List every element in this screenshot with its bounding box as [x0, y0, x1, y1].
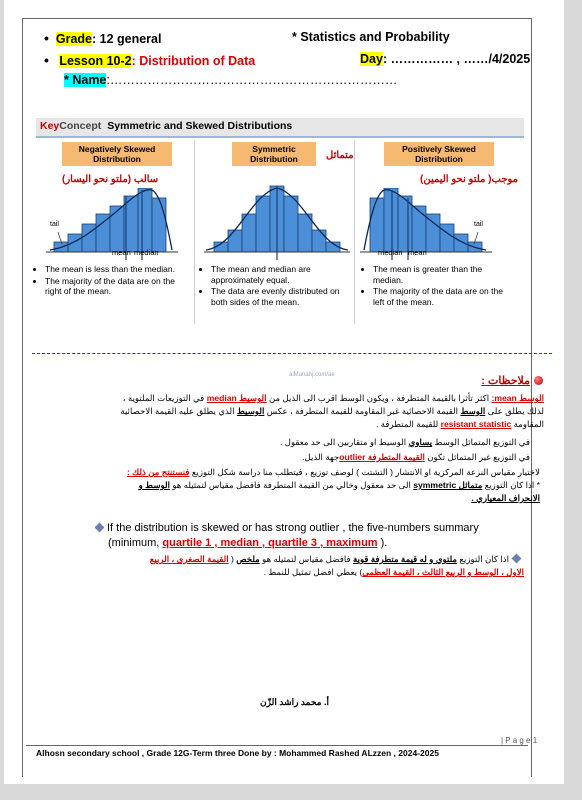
note-paragraph-5 [84, 553, 524, 579]
notes-title: ملاحظات : [481, 375, 530, 387]
note-item: • The majority of the data are on the left of the mean. [373, 286, 504, 307]
text-span: المقاومة [511, 419, 544, 429]
lesson-line: • Lesson 10-2: Distribution of Data [44, 52, 256, 68]
diamond-bullet-icon [95, 523, 105, 533]
column-divider [194, 140, 195, 324]
grade-line: • Grade: 12 general [44, 30, 162, 46]
note-item: • The mean is less than the median. [45, 264, 176, 275]
lesson-title: : Distribution of Data [131, 54, 256, 68]
tail-label: tail [50, 221, 59, 228]
author-signature: أ. محمد راشد الزّن [260, 697, 329, 707]
grade-value: : 12 general [92, 32, 162, 46]
text-span: ) يعطي افضل تمثيل للنمط . [263, 567, 363, 577]
diamond-bullet-icon [512, 554, 522, 564]
symmetric-notes [202, 264, 352, 308]
watermark: alManahj.com/ae [289, 372, 335, 378]
positive-skew-arabic: موجب( ملتو نحو اليمين) [420, 174, 519, 185]
red-bullet-icon [534, 376, 543, 385]
note-item: • The mean and median are approximately equal. [211, 264, 352, 285]
positive-skew-notes [364, 264, 504, 308]
text-span: If the distribution is skewed or has strong outlier , the five-numbers summary [107, 522, 479, 534]
english-note-line-2 [108, 537, 387, 549]
standard-deviation-term: الانحراف المعياري . [471, 493, 540, 503]
negative-skew-heading: Negatively Skewed Distribution [62, 142, 172, 166]
mean-label: mean [408, 248, 427, 257]
text-span: لاختيار مقياس النزعة المركزية او الانتشار ( التشتت ) لوصف توزيع ، فيتطلب منا دراسة شكل التوزيع [189, 467, 540, 477]
text-span: للقيمة المتطرفة . [375, 419, 441, 429]
text-span: * اذا كان التوزيع [482, 480, 540, 490]
note-item: • The data are evenly distributed on both sides of the mean. [211, 286, 352, 307]
resistant-statistic-term: resistant statistic [440, 419, 512, 429]
median-term: الوسيط median [206, 393, 267, 403]
text-span: اذا كان التوزيع [457, 554, 509, 564]
key-word: Key [40, 120, 60, 132]
name-value: :…………………………………………………………… [106, 73, 398, 87]
text-span: الذي يطلق عليه القيمة الاحصائية [120, 406, 237, 416]
equals-term: يساوي [408, 437, 433, 447]
text-span: في التوزيع غير المتماثل تكون [424, 452, 530, 462]
text-span: ). [377, 537, 388, 549]
five-number-term: الاول ، الوسط و الربيع الثالث ، القيمة العظمى [362, 567, 524, 577]
text-span: لذلك يطلق على [485, 406, 544, 416]
conclusion-term: فنستنتج من ذلك : [126, 467, 190, 477]
text-span: اكثر تأثرا بالقيمة المتطرفة ، ويكون الوسط اقرب الى الذيل من [266, 393, 492, 403]
lesson-label: Lesson 10-2 [59, 54, 132, 68]
symmetric-heading: Symmetric Distribution [232, 142, 316, 166]
text-span: ( [228, 554, 237, 564]
key-concept-bar [36, 118, 524, 138]
key-concept-title [40, 120, 292, 132]
document-page [4, 0, 564, 784]
text-span: الوسيط او متقاربين الى حد معقول . [279, 437, 409, 447]
day-line [360, 52, 530, 66]
outlier-term: القيمة المتطرفة outlier [339, 452, 425, 462]
note-paragraph-1 [44, 392, 544, 431]
note-paragraph-4 [44, 466, 540, 505]
text-span: القيمة الاحصائية غير المقاومة للقيمة المتطرفة ، عكس [264, 406, 461, 416]
footer-text: Alhosn secondary school , Grade 12G-Term three Done by : Mohammed Rashed ALzzen , 2024-2025 [36, 748, 439, 758]
footer-rule [26, 745, 528, 746]
mean-term: الوسط mean: [491, 393, 544, 403]
note-paragraph-2 [44, 436, 530, 449]
day-label: Day [360, 52, 383, 66]
text-span: (minimum, [108, 537, 163, 549]
page-number: | P a g e 1 [501, 736, 538, 745]
text-span: الى حد معقول وخالي من القيمة المتطرفة فافضل مقياس لتمثيله هو [169, 480, 414, 490]
concept-word: Concept [59, 120, 102, 132]
text-span: جهة الذيل. [302, 452, 340, 462]
median-term: الوسيط [236, 406, 265, 416]
symmetric-term: متماثل symmetric [413, 480, 483, 490]
five-number-summary-term: quartile 1 , median , quartile 3 , maximum [162, 537, 378, 549]
tail-label: tail [474, 221, 483, 228]
english-note-line-1 [92, 522, 479, 534]
key-concept-figure [36, 118, 524, 324]
name-line [64, 73, 397, 87]
note-paragraph-3 [44, 451, 530, 464]
symmetric-histogram [196, 184, 354, 260]
negative-skew-notes [36, 264, 176, 298]
column-divider [354, 140, 355, 324]
text-span: في التوزيعات الملتوية ، [122, 393, 207, 403]
note-item: • The mean is greater than the median. [373, 264, 504, 285]
five-number-term: القيمة الصغرى ، الربيع [149, 554, 229, 564]
mean-term: الوسط و [138, 480, 170, 490]
positive-skew-heading: Positively Skewed Distribution [384, 142, 494, 166]
mean-label: mean [112, 248, 131, 257]
name-label: * Name [64, 73, 107, 87]
note-item: • The majority of the data are on the right of the mean. [45, 276, 176, 297]
day-value: : …………… , ……/4/2025 [382, 52, 531, 66]
mean-term: الوسط [460, 406, 486, 416]
subject-title: * Statistics and Probability [292, 30, 450, 44]
median-label: median [378, 248, 403, 257]
grade-label: Grade [55, 32, 92, 46]
summary-term: ملخص [236, 554, 260, 564]
key-concept-heading: Symmetric and Skewed Distributions [107, 120, 293, 132]
text-span: فافضل مقياس لتمثيله هو [259, 554, 353, 564]
negative-skew-arabic: سالب (ملتو نحو اليسار) [62, 174, 159, 185]
symmetric-arabic: متماثل [326, 150, 354, 161]
section-divider [32, 353, 552, 354]
skewed-outlier-term: ملتوي و له قيمة متطرفة قوية [352, 554, 458, 564]
median-label: median [134, 248, 159, 257]
text-span: في التوزيع المتماثل الوسط [432, 437, 530, 447]
